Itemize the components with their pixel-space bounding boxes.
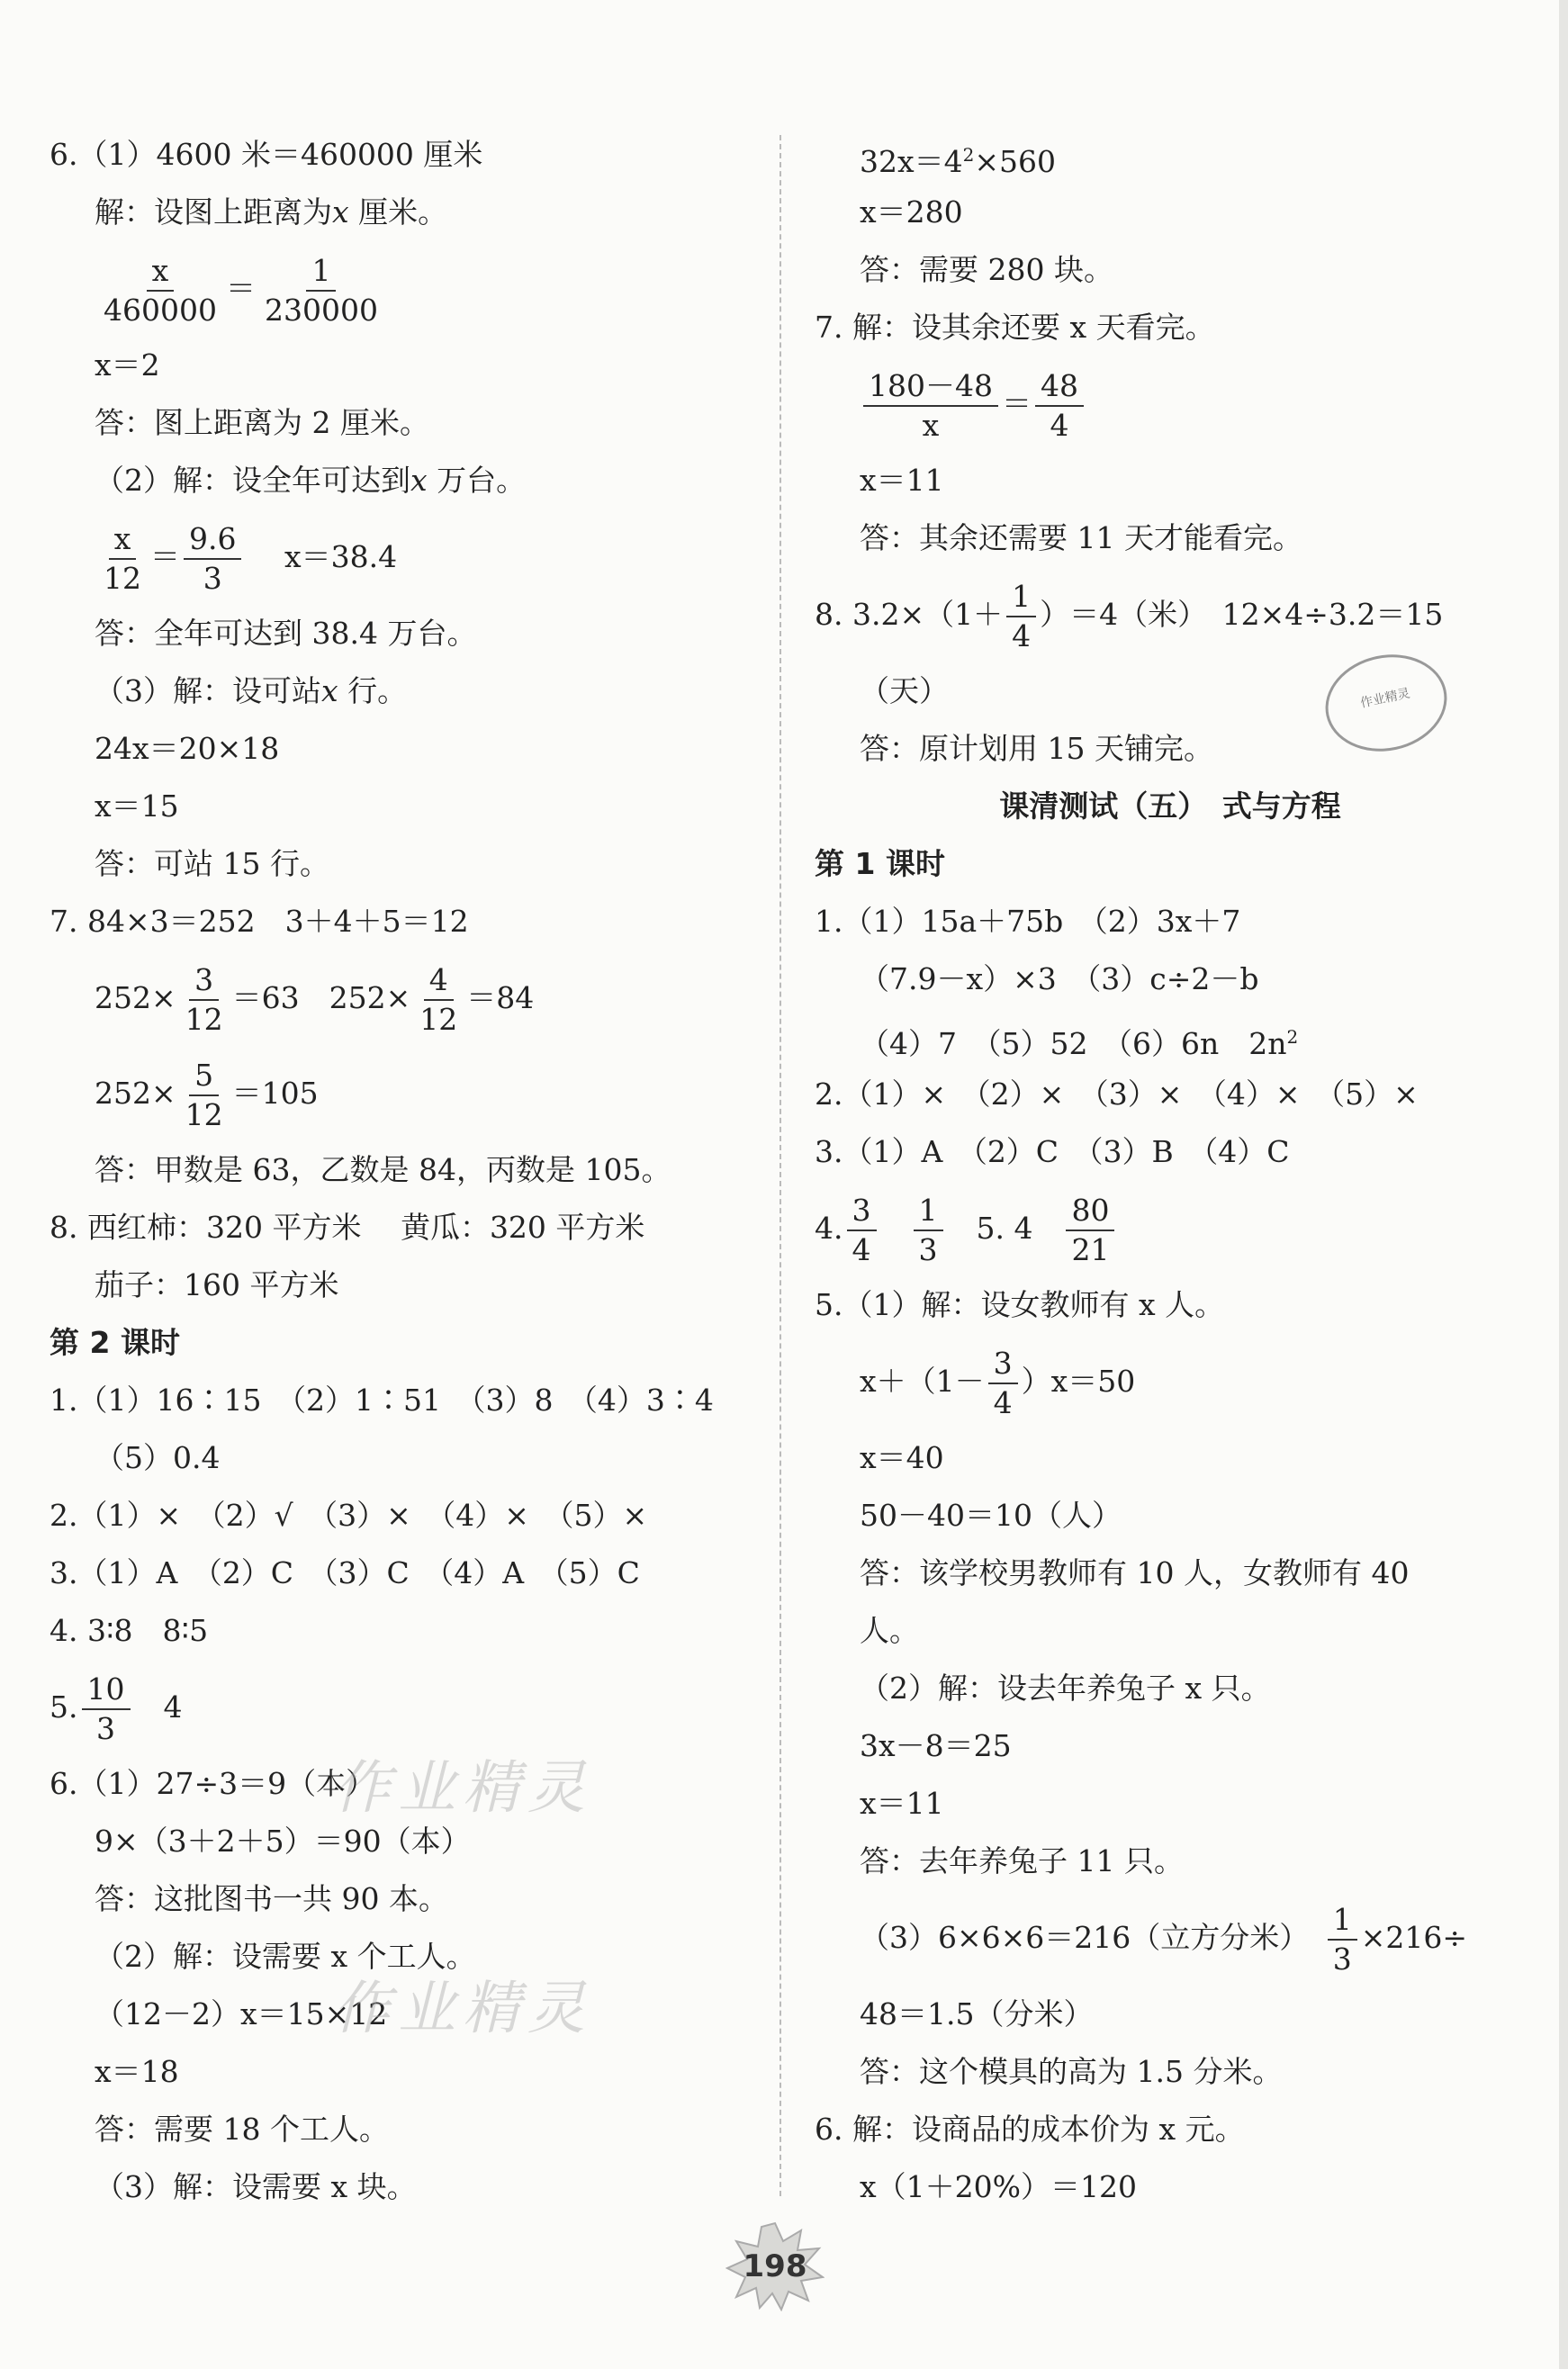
answer-line: （2）解：设需要 x 个工人。 xyxy=(95,1939,476,1974)
answer-line: 答：需要 280 块。 xyxy=(860,252,1113,287)
equation-line: x＋（1－ $\frac{3}{4}$ ）x＝50 xyxy=(860,1346,1136,1420)
section-title: 课清测试（五） 式与方程 xyxy=(999,788,1341,824)
fraction: $\frac{5}{12}$ xyxy=(185,1058,223,1132)
answer-line: （5）0.4 xyxy=(95,1440,221,1475)
answer-line: 24x＝20×18 xyxy=(95,731,280,766)
fraction: $\frac{80}{21}$ xyxy=(1066,1194,1114,1267)
answer-line: 答：需要 18 个工人。 xyxy=(95,2112,389,2147)
fraction: $\frac{3}{4}$ xyxy=(847,1194,877,1267)
fraction: $\frac{180-48}{x}$ xyxy=(863,369,998,443)
answer-line: x＝11 xyxy=(860,463,944,498)
answer-line: 48＝1.5（分米） xyxy=(860,1996,1094,2031)
equation-line: $\frac{180-48}{x}$ ＝ $\frac{48}{4}$ xyxy=(815,356,1526,452)
lesson-heading: 第 1 课时 xyxy=(815,846,945,881)
answer-line: x＝11 xyxy=(860,1786,944,1821)
column-divider xyxy=(779,135,781,2196)
answer-line: x＝280 xyxy=(860,194,963,230)
answer-line: 7. 84×3＝252 3＋4＋5＝12 xyxy=(50,904,469,939)
answer-line: 人。 xyxy=(860,1613,919,1648)
watermark: 作业精灵 xyxy=(333,1755,592,1822)
right-column xyxy=(815,126,1526,2216)
answer-line: （天） xyxy=(860,673,949,708)
answer-line: x＝15 xyxy=(95,788,179,824)
fraction: $\frac{9.6}{3}$ xyxy=(184,522,241,596)
fraction: $\frac{3}{4}$ xyxy=(988,1347,1018,1420)
fraction: $\frac{3}{12}$ xyxy=(185,962,223,1037)
watermark: 作业精灵 xyxy=(333,1976,592,2042)
answer-line: 5.（1）解：设女教师有 x 人。 xyxy=(815,1287,1225,1322)
answer-line: 答：全年可达到 38.4 万台。 xyxy=(95,616,477,651)
answer-line: 1.（1）16∶15 （2）1∶51 （3）8 （4）3∶4 xyxy=(50,1383,714,1418)
fraction: $\frac{1}{3}$ xyxy=(1328,1903,1357,1977)
fraction: $\frac{x}{460000}$ xyxy=(104,253,217,328)
lesson-heading: 第 2 课时 xyxy=(50,1325,180,1360)
answer-line: 6.（1）27÷3＝9（本） xyxy=(50,1766,376,1801)
answer-line: 2.（1）× （2）√ （3）× （4）× （5）× xyxy=(50,1498,648,1533)
answer-line: （3）解：设可站x 行。 xyxy=(95,673,408,708)
answer-line: 3.（1）A （2）C （3）B （4）C xyxy=(815,1134,1290,1169)
answer-line: （12－2）x＝15×12 xyxy=(95,1996,388,2031)
fraction: $\frac{x}{12}$ xyxy=(104,521,141,596)
answer-line: 6. 解：设商品的成本价为 x 元。 xyxy=(815,2112,1245,2147)
page-edge xyxy=(1559,0,1568,2369)
answer-line: 50－40＝10（人） xyxy=(860,1498,1122,1533)
answer-line: 答：这个模具的高为 1.5 分米。 xyxy=(860,2054,1283,2089)
answer-line: 3.（1）A （2）C （3）C （4）A （5）C xyxy=(50,1555,640,1590)
answer-line: 答：去年养兔子 11 只。 xyxy=(860,1843,1184,1878)
left-column xyxy=(50,126,761,2216)
answer-line: 解：设图上距离为x 厘米。 xyxy=(95,194,448,230)
answer-line: x（1＋20%）＝120 xyxy=(860,2169,1137,2204)
answer-line: 1.（1）15a＋75b （2）3x＋7 xyxy=(815,904,1241,939)
equation-line: 8. 3.2×（1＋ $\frac{1}{4}$ ）＝4（米） 12×4÷3.2＝15 xyxy=(815,579,1444,653)
answer-line: （4）7 （5）52 （6）6n $2n^2$ xyxy=(860,1026,1299,1061)
answer-line: 茄子：160 平方米 xyxy=(95,1267,339,1302)
equation-line: （3）6×6×6＝216（立方分米） $\frac{1}{3}$ ×216÷ xyxy=(860,1902,1468,1977)
equation-line: $\frac{x}{460000}$ ＝ $\frac{1}{230000}$ xyxy=(50,241,761,337)
equation-line: 4. $\frac{3}{4}$ $\frac{1}{3}$ 5. 4 $\frac{80}{21}$ xyxy=(815,1181,1526,1276)
answer-line: 8. 西红柿：320 平方米 黄瓜：320 平方米 xyxy=(50,1210,645,1245)
fraction: $\frac{1}{4}$ xyxy=(1006,580,1036,653)
fraction: $\frac{48}{4}$ xyxy=(1035,369,1084,443)
answer-line: x＝40 xyxy=(860,1440,944,1475)
answer-line: 答：甲数是 63，乙数是 84，丙数是 105。 xyxy=(95,1152,671,1187)
fraction: $\frac{10}{3}$ xyxy=(82,1672,131,1746)
answer-line: 3x－8＝25 xyxy=(860,1728,1012,1763)
answer-line: （2）解：设去年养兔子 x 只。 xyxy=(860,1671,1271,1706)
fraction: $\frac{1}{3}$ xyxy=(914,1194,943,1267)
answer-line: （2）解：设全年可达到x 万台。 xyxy=(95,463,527,498)
answer-line: （7.9－x）×3 （3）c÷2－b xyxy=(860,961,1259,996)
fraction: $\frac{1}{230000}$ xyxy=(264,253,378,328)
equation-line: $\frac{x}{12}$ ＝ $\frac{9.6}{3}$ x＝38.4 xyxy=(50,509,761,605)
answer-line: 6.（1）4600 米＝460000 厘米 xyxy=(50,137,483,172)
answer-line: 答：原计划用 15 天铺完。 xyxy=(860,731,1213,766)
answer-line: （3）解：设需要 x 块。 xyxy=(95,2169,417,2204)
answer-line: 答：这批图书一共 90 本。 xyxy=(95,1881,448,1916)
equation-line: 252× $\frac{5}{12}$ ＝105 xyxy=(95,1058,319,1132)
answer-line: 7. 解：设其余还要 x 天看完。 xyxy=(815,310,1215,345)
answer-line: 答：可站 15 行。 xyxy=(95,846,329,881)
answer-line: 2.（1）× （2）× （3）× （4）× （5）× xyxy=(815,1076,1419,1112)
answer-line: 9×（3＋2＋5）＝90（本） xyxy=(95,1824,471,1859)
fraction: $\frac{4}{12}$ xyxy=(419,962,458,1037)
answer-line: 答：其余还需要 11 天才能看完。 xyxy=(860,520,1302,555)
equation-line: 5. $\frac{10}{3}$ 4 xyxy=(50,1671,183,1746)
answer-line: x＝2 xyxy=(95,347,160,383)
page-number-badge: 198 xyxy=(725,2221,825,2311)
answer-line: x＝18 xyxy=(95,2054,179,2089)
answer-line: $32x=4^2\times 560$ xyxy=(860,144,1056,179)
answer-line: 4. 3∶8 8∶5 xyxy=(50,1613,209,1648)
answer-line: 答：图上距离为 2 厘米。 xyxy=(95,405,429,440)
equation-line: 252× $\frac{3}{12}$ ＝63 252× $\frac{4}{12}$ ＝84 xyxy=(95,962,535,1037)
stamp-logo: 作业精灵 xyxy=(1316,644,1455,762)
answer-line: 答：该学校男教师有 10 人，女教师有 40 xyxy=(860,1555,1410,1590)
